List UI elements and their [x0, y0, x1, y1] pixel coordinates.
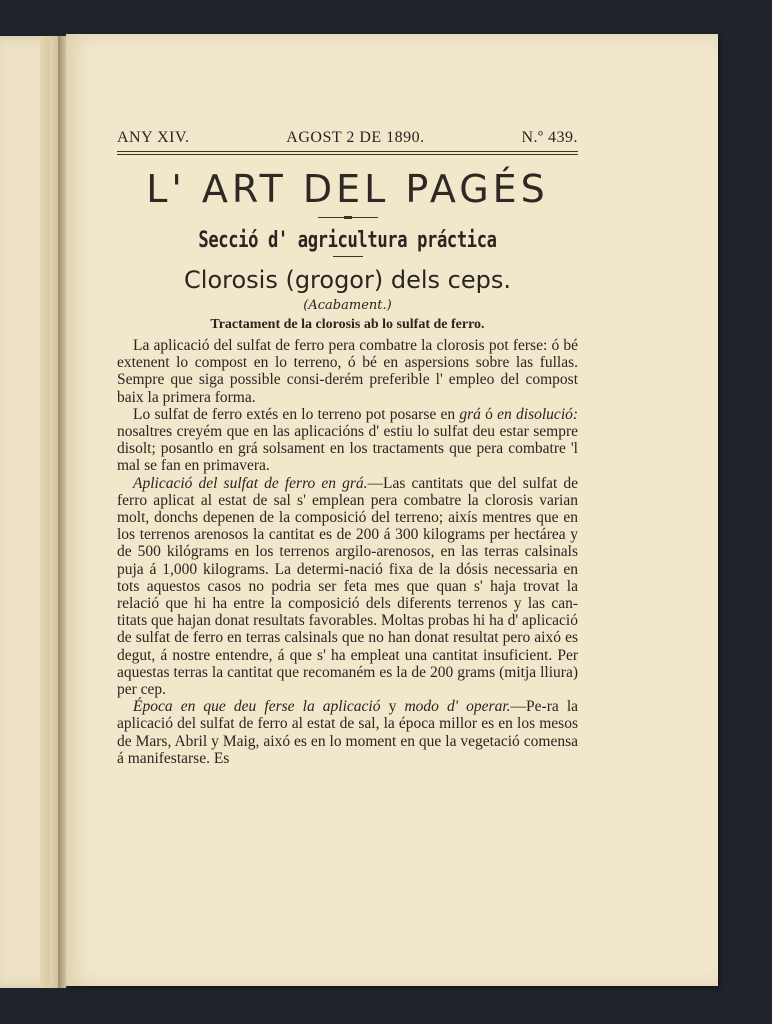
article-subheading: Tractament de la clorosis ab lo sulfat de ferro. [210, 317, 485, 332]
article-body [117, 337, 578, 767]
left-page-edge [0, 36, 60, 988]
page-content [117, 129, 578, 767]
issue-number: N.º 439. [521, 129, 578, 146]
article-title: Clorosis (grogor) dels ceps. [184, 266, 511, 294]
paragraph-2: Lo sulfat de ferro extés en lo terreno pot posarse en grá ó en disolució: nosaltres creyém que en las aplicacións d' estiu lo sulfat deu estar sempre disolt; posantlo en grá solsament en los tractaments que pera combatre 'l mal se fan en primavera. [117, 405, 579, 475]
paragraph-3: Aplicació del sulfat de ferro en grá.—Las cantitats que del sulfat de ferro aplicat al estat de sal s' emplean pera combatre la clorosis varian molt, donchs depenen de la composició del terreno; aixís mentres que en los terrenos arenosos la cantitat es de 200 á 300 kilograms per hectárea y de 500 kilógrams en los terrenos argilo-arenosos, en las terras calsinals puja á 1,000 kilograms. La determi-nació fixa de la dósis necessaria en tots aquestos casos no podria ser feta mes que quan s' haja trovat la relació que hi ha entre la composició dels diferents terrenos y las can-titats que hajan donat resultats favorables. Moltas probas hi ha d' aplicació de sulfat de ferro en terras calsinals que no han donat resultat pero aixó es degut, á nostre entendre, á que s' ha empleat una cantitat insuficient. Per aquestas terras la cantitat que recomaném es la de 200 grams (mitja lliura) per cep. [117, 474, 578, 699]
volume-label: ANY XIV. [117, 129, 190, 146]
book-page [66, 34, 718, 986]
book-gutter [58, 36, 66, 988]
article-subtitle: (Acabament.) [303, 298, 392, 313]
ornament-divider [318, 217, 378, 218]
section-rule [333, 256, 363, 257]
header-rule [117, 151, 578, 155]
running-header [117, 129, 578, 149]
paragraph-1: La aplicació del sulfat de ferro pera combatre la clorosis pot ferse: ó bé extenent lo compost en lo terreno, ó bé en aspersions sobre las fullas. Sempre que siga possible consi-derém preferible l' empleo del compost baix la primera forma. [117, 337, 578, 406]
section-title: Secció d' agricultura práctica [198, 228, 497, 253]
issue-date: AGOST 2 DE 1890. [286, 129, 425, 146]
paragraph-4: Época en que deu ferse la aplicació y modo d' operar.—Pe-ra la aplicació del sulfat de ferro al estat de sal, la época millor es en los mesos de Mars, Abril y Maig, aixó es en lo moment en que la vegetació comensa á manifestarse. Es [117, 698, 579, 767]
masthead-title: L' ART DEL PAGÉS [146, 167, 549, 211]
